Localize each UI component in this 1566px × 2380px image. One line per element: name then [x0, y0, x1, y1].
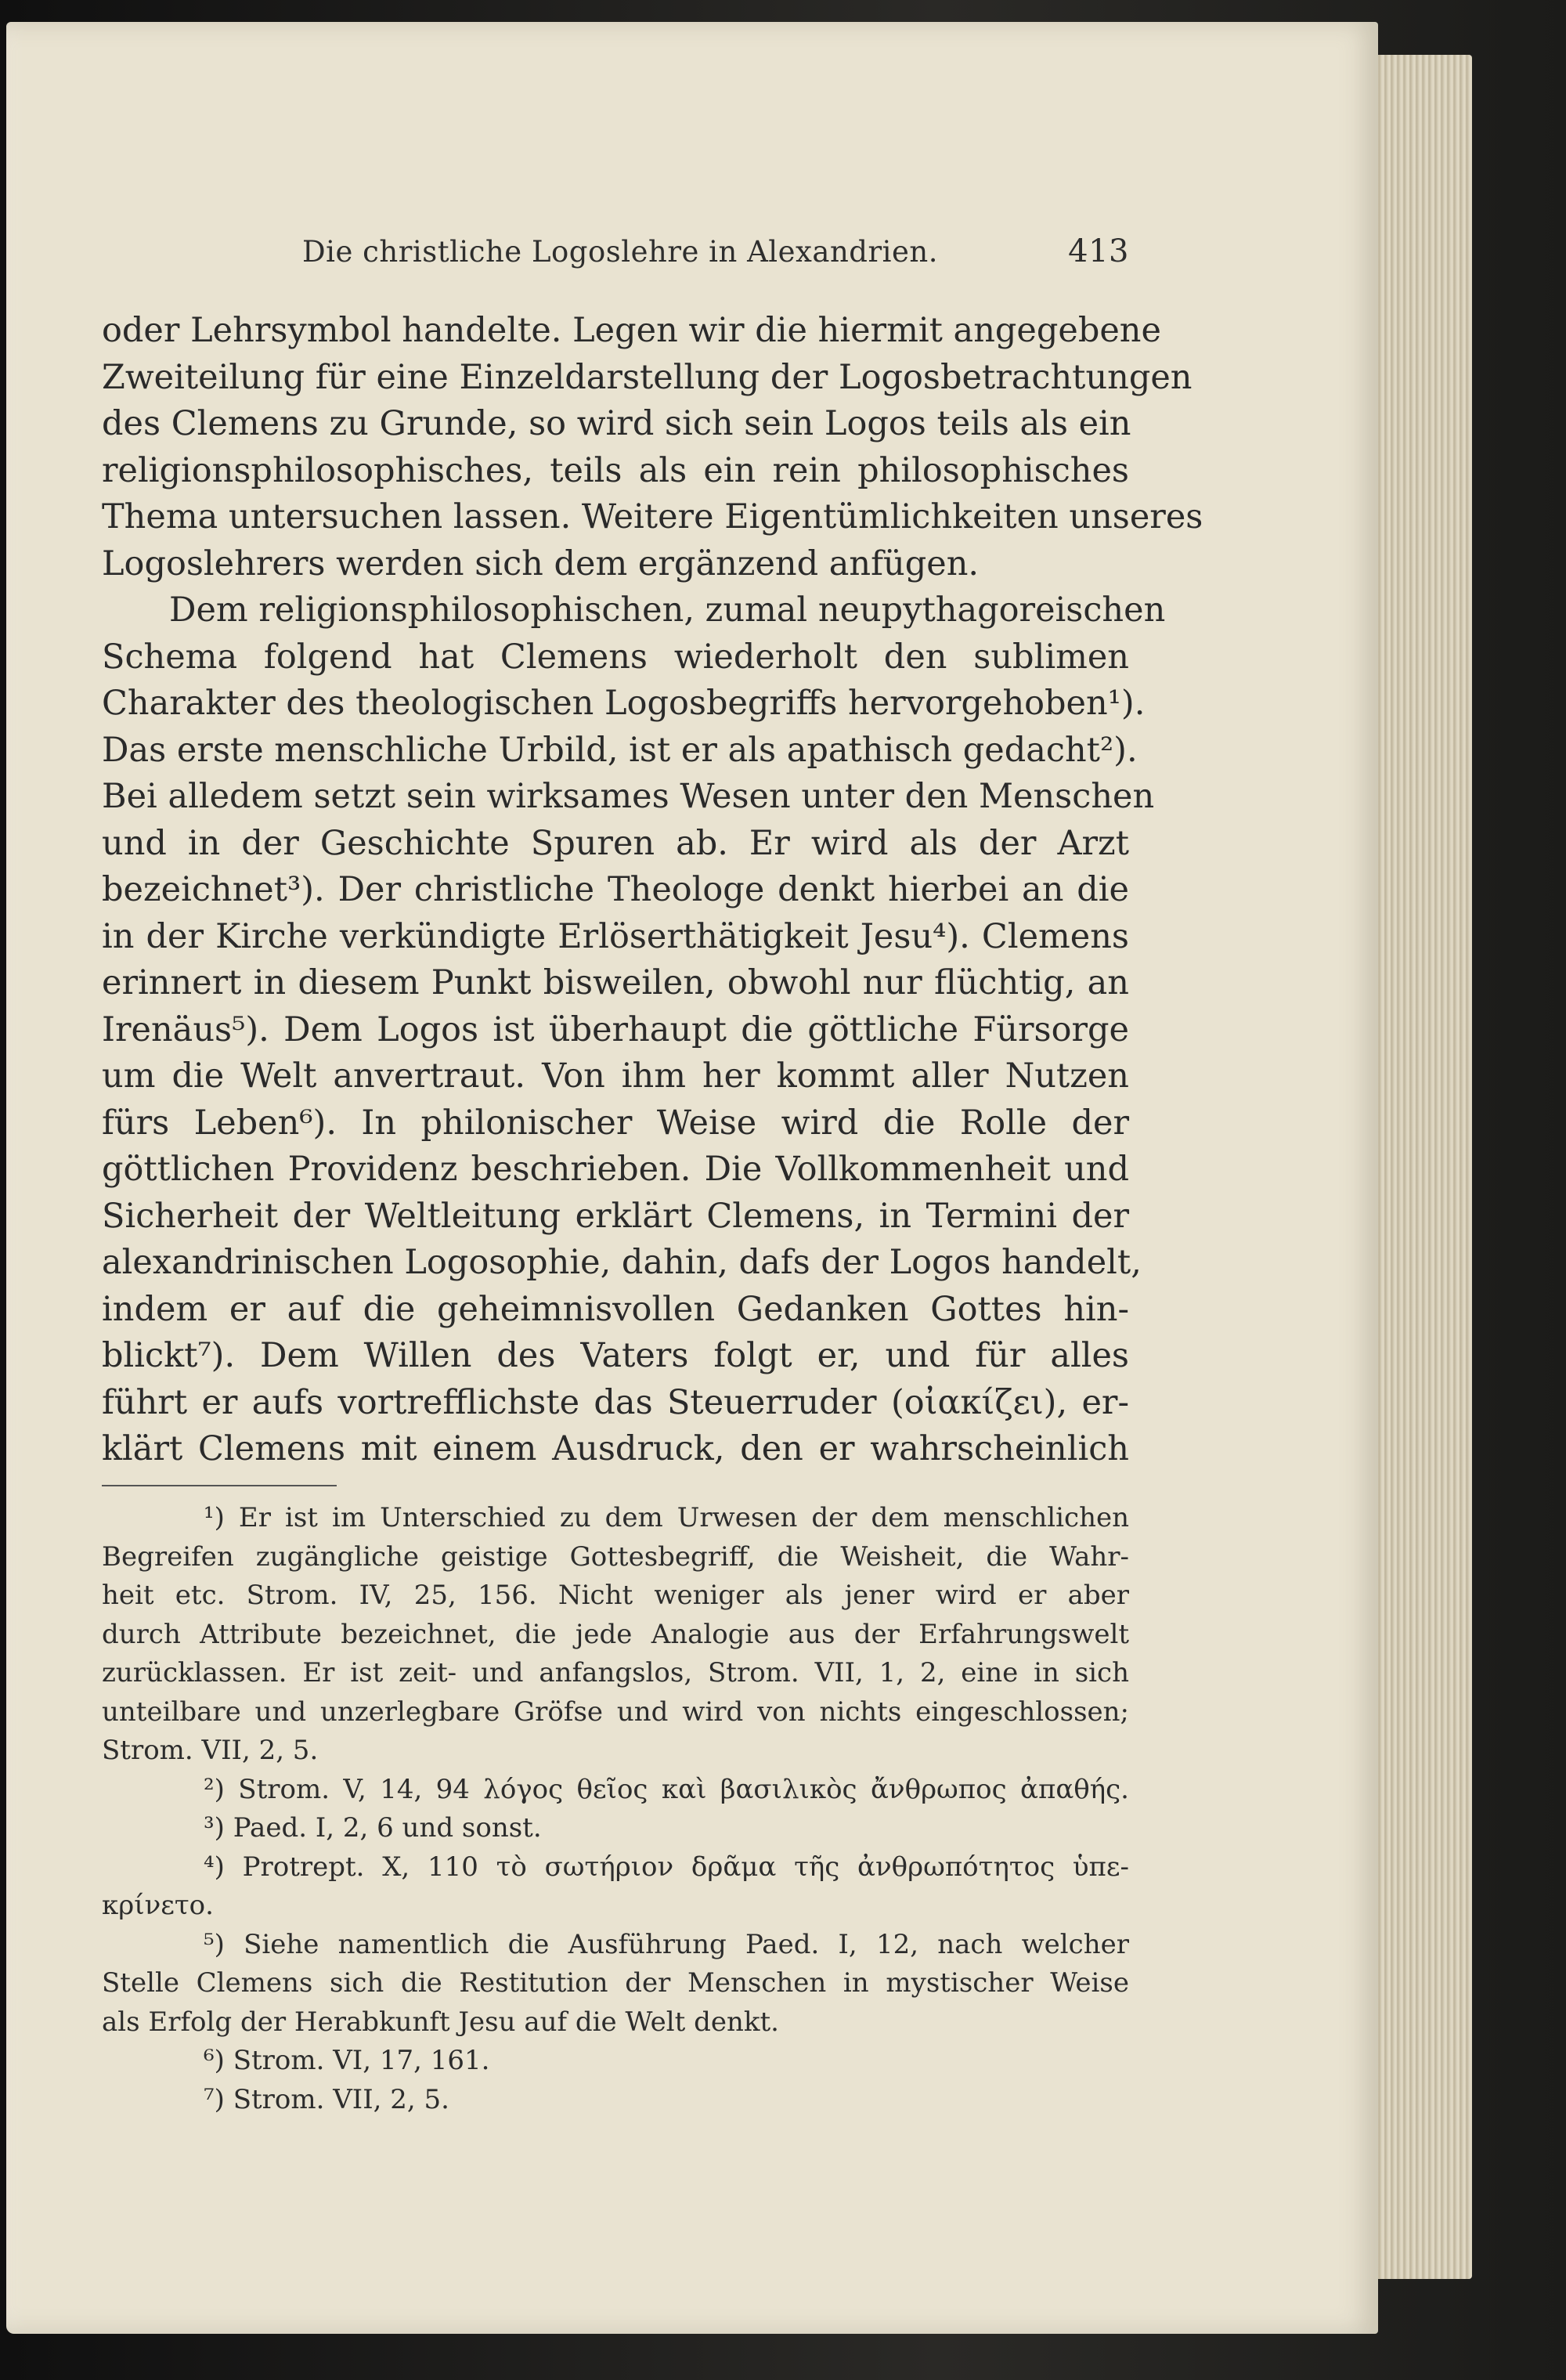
- text-line: führt er aufs vortrefflichste das Steuerruder (οἰακίζει), er-: [102, 1382, 1129, 1422]
- footnote-line: ⁶) Strom. VI, 17, 161.: [204, 2045, 490, 2076]
- text-line: Schema folgend hat Clemens wiederholt den sublimen: [102, 637, 1129, 677]
- footnote-line: heit etc. Strom. IV, 25, 156. Nicht weniger als jener wird er aber: [102, 1580, 1129, 1611]
- footnotes: [102, 1499, 1129, 2119]
- page-number: 413: [1068, 233, 1129, 269]
- page-edges: [1362, 55, 1472, 2279]
- text-line: indem er auf die geheimnisvollen Gedanken Gottes hin-: [102, 1289, 1129, 1329]
- text-line: des Clemens zu Grunde, so wird sich sein Logos teils als ein: [102, 404, 1131, 443]
- text-line: Irenäus⁵). Dem Logos ist überhaupt die göttliche Fürsorge: [102, 1009, 1129, 1049]
- footnote-line: ⁷) Strom. VII, 2, 5.: [204, 2083, 449, 2115]
- text-line: blickt⁷). Dem Willen des Vaters folgt er, und für alles: [102, 1336, 1129, 1375]
- footnote-line: Stelle Clemens sich die Restitution der Menschen in mystischer Weise: [102, 1967, 1129, 1999]
- text-line: Sicherheit der Weltleitung erklärt Clemens, in Termini der: [102, 1196, 1129, 1236]
- text-line: erinnert in diesem Punkt bisweilen, obwohl nur flüchtig, an: [102, 963, 1129, 1002]
- text-line: alexandrinischen Logosophie, dahin, dafs der Logos handelt,: [102, 1243, 1142, 1282]
- text-line: oder Lehrsymbol handelte. Legen wir die hiermit angegebene: [102, 311, 1161, 350]
- text-line: fürs Leben⁶). In philonischer Weise wird die Rolle der: [102, 1103, 1129, 1143]
- footnote-line: κρίνετο.: [102, 1890, 214, 1921]
- footnote-line: ⁵) Siehe namentlich die Ausführung Paed. I, 12, nach welcher: [204, 1928, 1129, 1960]
- footnote-line: als Erfolg der Herabkunft Jesu auf die Welt denkt.: [102, 2006, 779, 2038]
- text-line: göttlichen Providenz beschrieben. Die Vollkommenheit und: [102, 1150, 1129, 1189]
- footnote-line: ¹) Er ist im Unterschied zu dem Urwesen der dem menschlichen: [204, 1502, 1129, 1533]
- body-text: [102, 308, 1203, 1473]
- text-line: Dem religionsphilosophischen, zumal neupythagoreischen: [169, 590, 1166, 630]
- text-line: und in der Geschichte Spuren ab. Er wird als der Arzt: [102, 823, 1129, 863]
- text-line: Bei alledem setzt sein wirksames Wesen unter den Menschen: [102, 777, 1155, 816]
- footnote-line: ³) Paed. I, 2, 6 und sonst.: [204, 1812, 542, 1844]
- footnote-line: zurücklassen. Er ist zeit- und anfangslos, Strom. VII, 1, 2, eine in sich: [102, 1657, 1129, 1688]
- footnote-line: Begreifen zugängliche geistige Gottesbegriff, die Weisheit, die Wahr-: [102, 1540, 1129, 1573]
- text-line: religionsphilosophisches, teils als ein rein philosophisches: [102, 450, 1129, 490]
- book-page: [6, 22, 1378, 2334]
- text-line: Zweiteilung für eine Einzeldarstellung der Logosbetrachtungen: [102, 357, 1193, 397]
- text-line: in der Kirche verkündigte Erlöserthätigkeit Jesu⁴). Clemens: [102, 916, 1129, 956]
- footnote-line: unteilbare und unzerlegbare Gröfse und wird von nichts eingeschlossen;: [102, 1696, 1129, 1728]
- footnote-line: ⁴) Protrept. X, 110 τὸ σωτήριον δρᾶμα τῆς ἀνθρωπότητος ὑπε-: [204, 1851, 1129, 1883]
- text-line: Logoslehrers werden sich dem ergänzend anfügen.: [102, 544, 980, 583]
- text-line: Das erste menschliche Urbild, ist er als apathisch gedacht²).: [102, 730, 1138, 770]
- running-head-title: Die christliche Logoslehre in Alexandrien.: [302, 235, 938, 269]
- footnote-line: Strom. VII, 2, 5.: [102, 1735, 319, 1766]
- footnote-line: durch Attribute bezeichnet, die jede Analogie aus der Erfahrungswelt: [102, 1618, 1129, 1650]
- text-line: bezeichnet³). Der christliche Theologe denkt hierbei an die: [102, 870, 1129, 909]
- text-line: Charakter des theologischen Logosbegriffs hervorgehoben¹).: [102, 684, 1146, 723]
- text-line: um die Welt anvertraut. Von ihm her kommt aller Nutzen: [102, 1056, 1129, 1096]
- text-line: Thema untersuchen lassen. Weitere Eigentümlichkeiten unseres: [102, 497, 1203, 536]
- running-head: [302, 233, 1129, 280]
- footnote-rule: [102, 1485, 337, 1486]
- footnote-line: ²) Strom. V, 14, 94 λόγος θεῖος καὶ βασιλικὸς ἄνθρωπος ἀπαθής.: [204, 1773, 1129, 1805]
- text-line: klärt Clemens mit einem Ausdruck, den er wahrscheinlich: [102, 1429, 1129, 1468]
